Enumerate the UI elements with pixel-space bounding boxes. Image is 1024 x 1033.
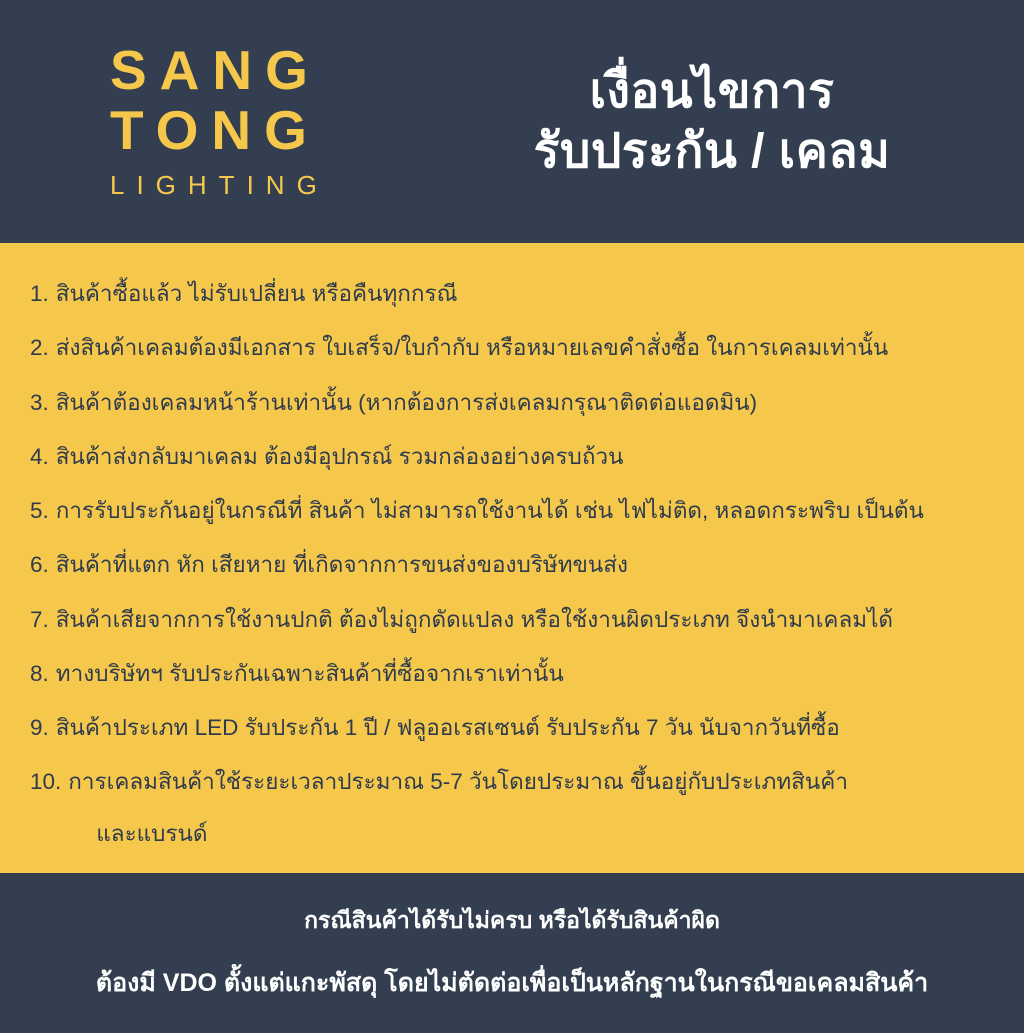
list-item-number: 7. — [30, 606, 49, 632]
list-item-text: สินค้าประเภท LED รับประกัน 1 ปี / ฟลูออเรสเซนต์ รับประกัน 7 วัน นับจากวันที่ซื้อ — [55, 715, 840, 740]
list-item-number: 6. — [30, 552, 49, 578]
list-item-text: การรับประกันอยู่ในกรณีที่ สินค้า ไม่สามารถใช้งานได้ เช่น ไฟไม่ติด, หลอดกระพริบ เป็นต้น — [55, 498, 924, 523]
list-item — [30, 333, 994, 362]
logo-line-tong: TONG — [110, 99, 320, 161]
list-item-text — [68, 767, 994, 848]
list-item-number: 10. — [30, 769, 62, 795]
list-item — [30, 659, 994, 688]
list-item-text: สินค้าส่งกลับมาเคลม ต้องมีอุปกรณ์ รวมกล่องอย่างครบถ้วน — [55, 443, 624, 469]
list-item-number: 2. — [30, 335, 49, 361]
list-item-text-continuation: และแบรนด์ — [96, 820, 208, 846]
list-item — [30, 388, 994, 417]
list-item-number: 4. — [30, 443, 49, 469]
brand-logo — [0, 39, 420, 201]
list-item-text-main: การเคลมสินค้าใช้ระยะเวลาประมาณ 5-7 วันโดยประมาณ ขึ้นอยู่กับประเภทสินค้า — [68, 769, 848, 795]
list-item-number: 3. — [30, 389, 49, 415]
list-item-text: สินค้าเสียจากการใช้งานปกติ ต้องไม่ถูกดัดแปลง หรือใช้งานผิดประเภท จึงนำมาเคลมได้ — [55, 606, 894, 632]
list-item — [30, 713, 994, 742]
header-banner — [0, 0, 1024, 243]
footer-line-2: ต้องมี VDO ตั้งแต่แกะพัสดุ โดยไม่ตัดต่อเพื่อเป็นหลักฐานในกรณีขอเคลมสินค้า — [95, 968, 929, 997]
list-item — [30, 279, 994, 308]
list-item-text: ส่งสินค้าเคลมต้องมีเอกสาร ใบเสร็จ/ใบกำกับ หรือหมายเลขคำสั่งซื้อ ในการเคลมเท่านั้น — [55, 335, 889, 361]
list-item — [30, 767, 994, 848]
list-item-text: สินค้าที่แตก หัก เสียหาย ที่เกิดจากการขนส่งของบริษัทขนส่ง — [55, 552, 629, 578]
list-item-number: 8. — [30, 660, 49, 686]
page-title-line-2: รับประกัน / เคลม — [533, 124, 891, 178]
logo-line-lighting: LIGHTING — [110, 169, 329, 200]
list-item — [30, 496, 994, 525]
list-item — [30, 605, 994, 634]
list-item-text: ทางบริษัทฯ รับประกันเฉพาะสินค้าที่ซื้อจากเราเท่านั้น — [55, 660, 564, 686]
list-item-number: 1. — [30, 281, 49, 306]
footer-line-1: กรณีสินค้าได้รับไม่ครบ หรือได้รับสินค้าผิด — [304, 906, 720, 933]
list-item — [30, 550, 994, 579]
conditions-list — [0, 243, 1024, 873]
page-title — [420, 62, 1024, 182]
logo-line-sang: SANG — [110, 39, 321, 102]
list-item — [30, 442, 994, 471]
footer-banner — [0, 873, 1024, 1033]
list-item-number: 9. — [30, 715, 49, 740]
list-item-text: สินค้าต้องเคลมหน้าร้านเท่านั้น (หากต้องการส่งเคลมกรุณาติดต่อแอดมิน) — [55, 389, 758, 415]
page-title-line-1: เงื่อนไขการ — [589, 64, 835, 118]
list-item-number: 5. — [30, 498, 49, 523]
list-item-text: สินค้าซื้อแล้ว ไม่รับเปลี่ยน หรือคืนทุกกรณี — [55, 281, 458, 306]
